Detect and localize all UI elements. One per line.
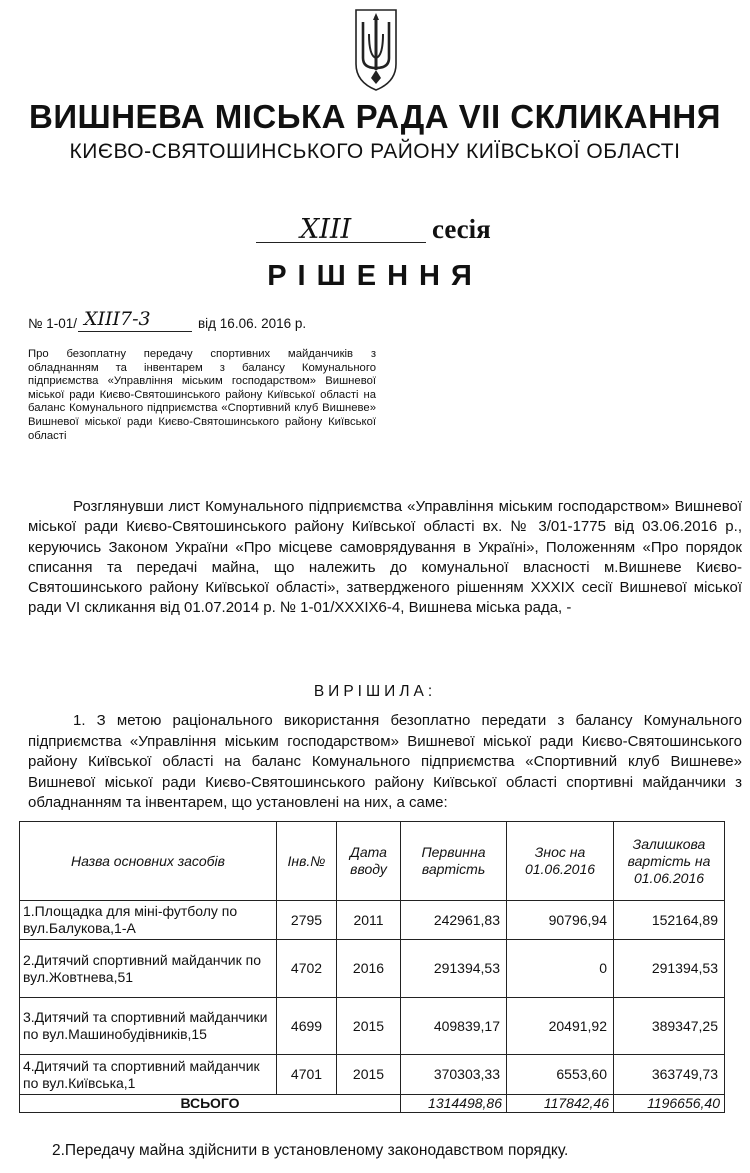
- row-depreciation: 6553,60: [507, 1055, 614, 1095]
- row-year: 2011: [337, 901, 401, 940]
- trident-emblem-icon: [353, 8, 399, 92]
- total-residual: 1196656,40: [614, 1095, 725, 1113]
- row-inv: 2795: [277, 901, 337, 940]
- header-initial: Первинна вартість: [401, 822, 507, 901]
- session-label: сесія: [432, 214, 491, 244]
- row-residual: 389347,25: [614, 998, 725, 1055]
- resolved-heading: ВИРІШИЛА:: [313, 683, 437, 700]
- decision-number-handwritten: XIII7-3: [84, 308, 151, 330]
- decision-number-prefix: № 1-01/: [28, 316, 78, 331]
- preamble-paragraph: Розглянувши лист Комунального підприємства «Управління міським господарством» Вишневої міської ради Києво-Святошинського району Київської області вх. № 3/01-1775 від 03.06.2016 р., керуючись Законом України «Про місцеве самоврядування в Україні», Положенням «Про порядок списання та передачі майна, що належить до комунальної власності м.Вишневе Києво-Святошинського району Київської області», затвердженого рішенням XXXIX сесії Вишневої міської ради VI скликання від 01.07.2014 р. № 1-01/XXXIX6-4, Вишнева міська рада, -: [28, 498, 742, 617]
- row-initial: 242961,83: [401, 901, 507, 940]
- assets-table: [19, 821, 725, 1113]
- row-initial: 370303,33: [401, 1055, 507, 1095]
- row-depreciation: 20491,92: [507, 998, 614, 1055]
- row-inv: 4702: [277, 940, 337, 998]
- decision-number-underline: [78, 331, 192, 332]
- table-header-row: [20, 822, 725, 901]
- row-inv: 4701: [277, 1055, 337, 1095]
- row-initial: 409839,17: [401, 998, 507, 1055]
- header-residual: Залишкова вартість на 01.06.2016: [614, 822, 725, 901]
- total-depreciation: 117842,46: [507, 1095, 614, 1113]
- row-residual: 363749,73: [614, 1055, 725, 1095]
- row-year: 2015: [337, 1055, 401, 1095]
- table-row: [20, 901, 725, 940]
- row-residual: 152164,89: [614, 901, 725, 940]
- session-number-handwritten: XIII: [300, 214, 352, 245]
- row-inv: 4699: [277, 998, 337, 1055]
- council-name: ВИШНЕВА МІСЬКА РАДА VII СКЛИКАННЯ: [29, 98, 721, 135]
- row-depreciation: 0: [507, 940, 614, 998]
- item-2-paragraph: 2.Передачу майна здійснити в установленому законодавством порядку.: [52, 1142, 569, 1159]
- total-initial: 1314498,86: [401, 1095, 507, 1113]
- table-row: [20, 998, 725, 1055]
- item-1-paragraph: 1. З метою раціонального використання безоплатно передати з балансу Комунального підприємства «Управління міським господарством» Вишневої міської ради Києво-Святошинського району Київської області на баланс Комунального підприємства «Спортивний клуб Вишневе» Вишневої міської ради Києво-Святошинського району Київської області спортивні майданчики з обладнанням та інвентарем, що установлені на них, а саме:: [28, 712, 742, 811]
- row-name: 1.Площадка для міні-футболу по вул.Балукова,1-А: [20, 901, 277, 940]
- table-total-row: [20, 1095, 725, 1113]
- header-inv: Інв.№: [277, 822, 337, 901]
- row-residual: 291394,53: [614, 940, 725, 998]
- header-name: Назва основних засобів: [20, 822, 277, 901]
- table-row: [20, 940, 725, 998]
- header-depreciation: Знос на 01.06.2016: [507, 822, 614, 901]
- district-line: КИЄВО-СВЯТОШИНСЬКОГО РАЙОНУ КИЇВСЬКОЇ ОБЛАСТІ: [69, 140, 681, 163]
- row-year: 2016: [337, 940, 401, 998]
- decision-subject: Про безоплатну передачу спортивних майданчиків з обладнанням та інвентарем з балансу Комунального підприємства «Управління міським господарством» Вишневої міської ради Києво-Святошинського району Київської області на баланс Комунального підприємства «Спортивний клуб Вишневе» Вишневої міської ради Києво-Святошинського району Київської області: [28, 348, 376, 442]
- total-label: ВСЬОГО: [20, 1095, 401, 1113]
- row-year: 2015: [337, 998, 401, 1055]
- row-depreciation: 90796,94: [507, 901, 614, 940]
- row-name: 2.Дитячий спортивний майданчик по вул.Жовтнева,51: [20, 940, 277, 998]
- row-name: 4.Дитячий та спортивний майданчик по вул.Київська,1: [20, 1055, 277, 1095]
- decision-date: від 16.06. 2016 р.: [198, 316, 307, 331]
- row-initial: 291394,53: [401, 940, 507, 998]
- row-name: 3.Дитячий та спортивний майданчики по вул.Машинобудівників,15: [20, 998, 277, 1055]
- header-date: Дата вводу: [337, 822, 401, 901]
- document-title: РІШЕННЯ: [267, 260, 483, 292]
- table-row: [20, 1055, 725, 1095]
